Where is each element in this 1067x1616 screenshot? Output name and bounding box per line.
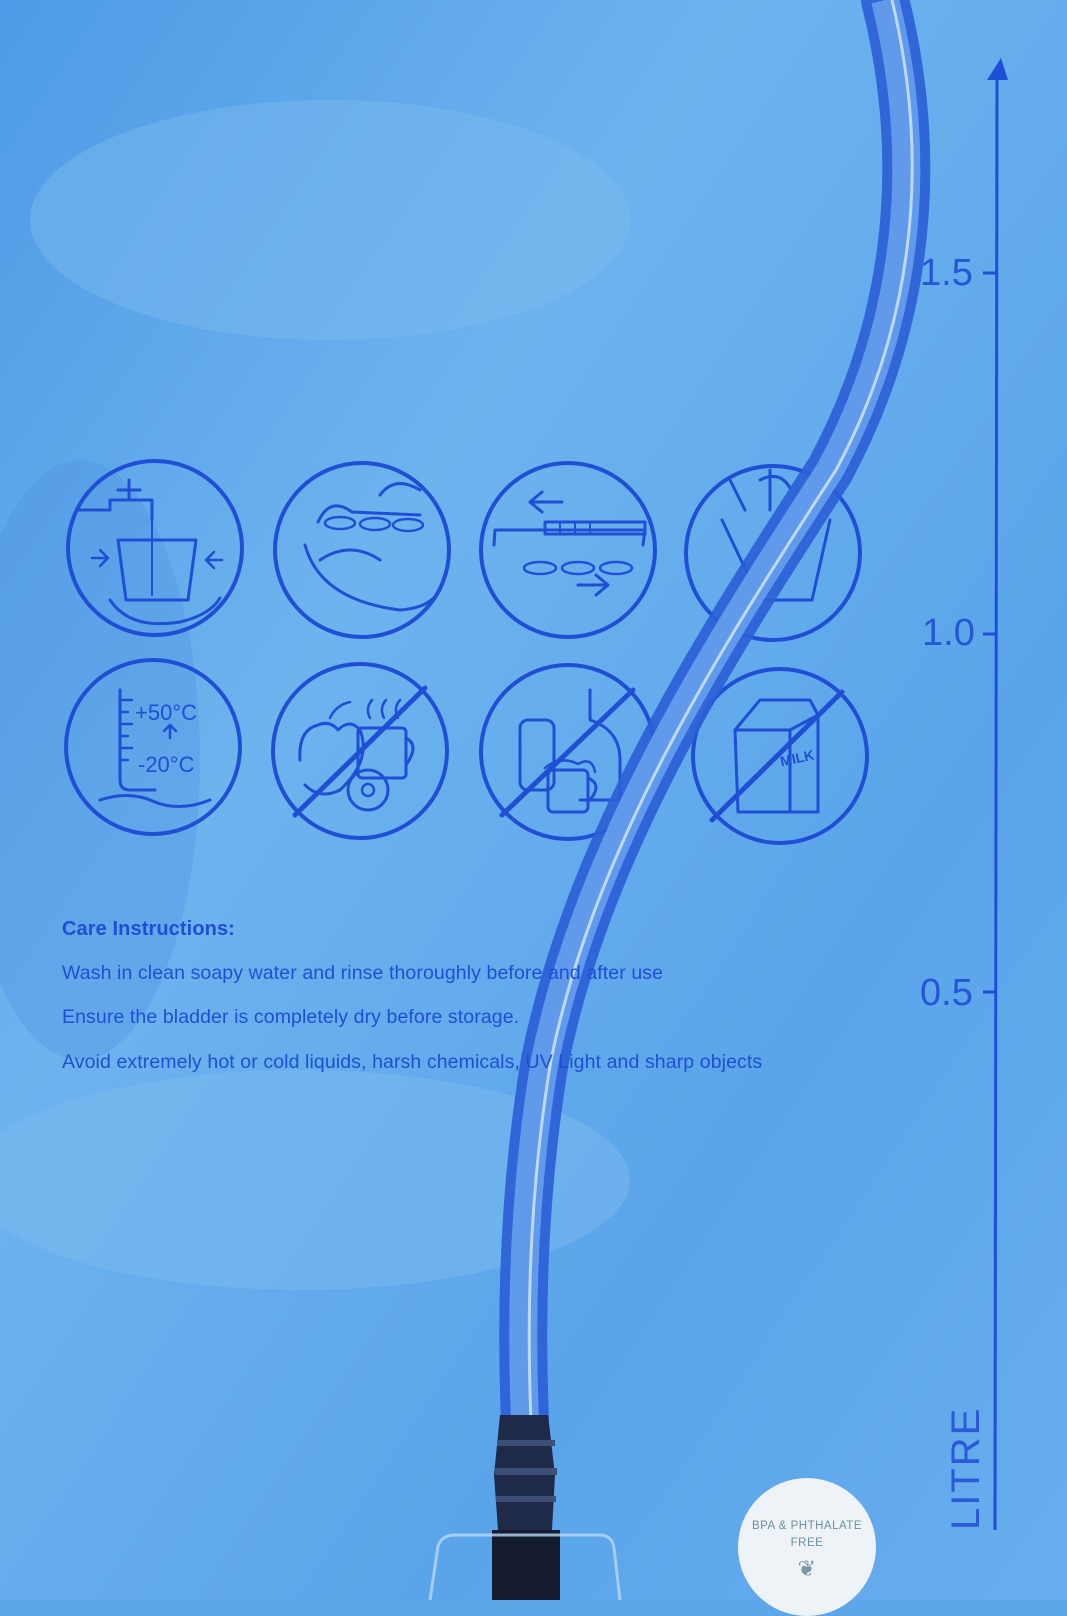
scale-mark-label: 1.5 <box>920 252 973 294</box>
care-instructions-title: Care Instructions: <box>62 918 235 940</box>
care-instruction-line: Wash in clean soapy water and rinse thoroughly before and after use <box>62 962 664 984</box>
scale-mark-label: 0.5 <box>920 972 973 1014</box>
care-instruction-line: Avoid extremely hot or cold liquids, harsh chemicals, UV Light and sharp objects <box>62 1051 763 1073</box>
surface-highlight <box>30 100 630 340</box>
scale-mark-label: 1.0 <box>922 612 975 654</box>
badge-text: BPA & PHTHALATE FREE <box>752 1520 862 1549</box>
bpa-free-badge <box>738 1478 876 1616</box>
scale-unit-label: LITRE <box>944 1406 988 1530</box>
care-instruction-line: Ensure the bladder is completely dry before storage. <box>62 1006 520 1028</box>
temp-high-label: +50°C <box>135 700 198 725</box>
temp-low-label: -20°C <box>138 752 195 777</box>
leaf-icon: ❦ <box>797 1556 817 1581</box>
milk-label: MILK <box>778 746 816 770</box>
